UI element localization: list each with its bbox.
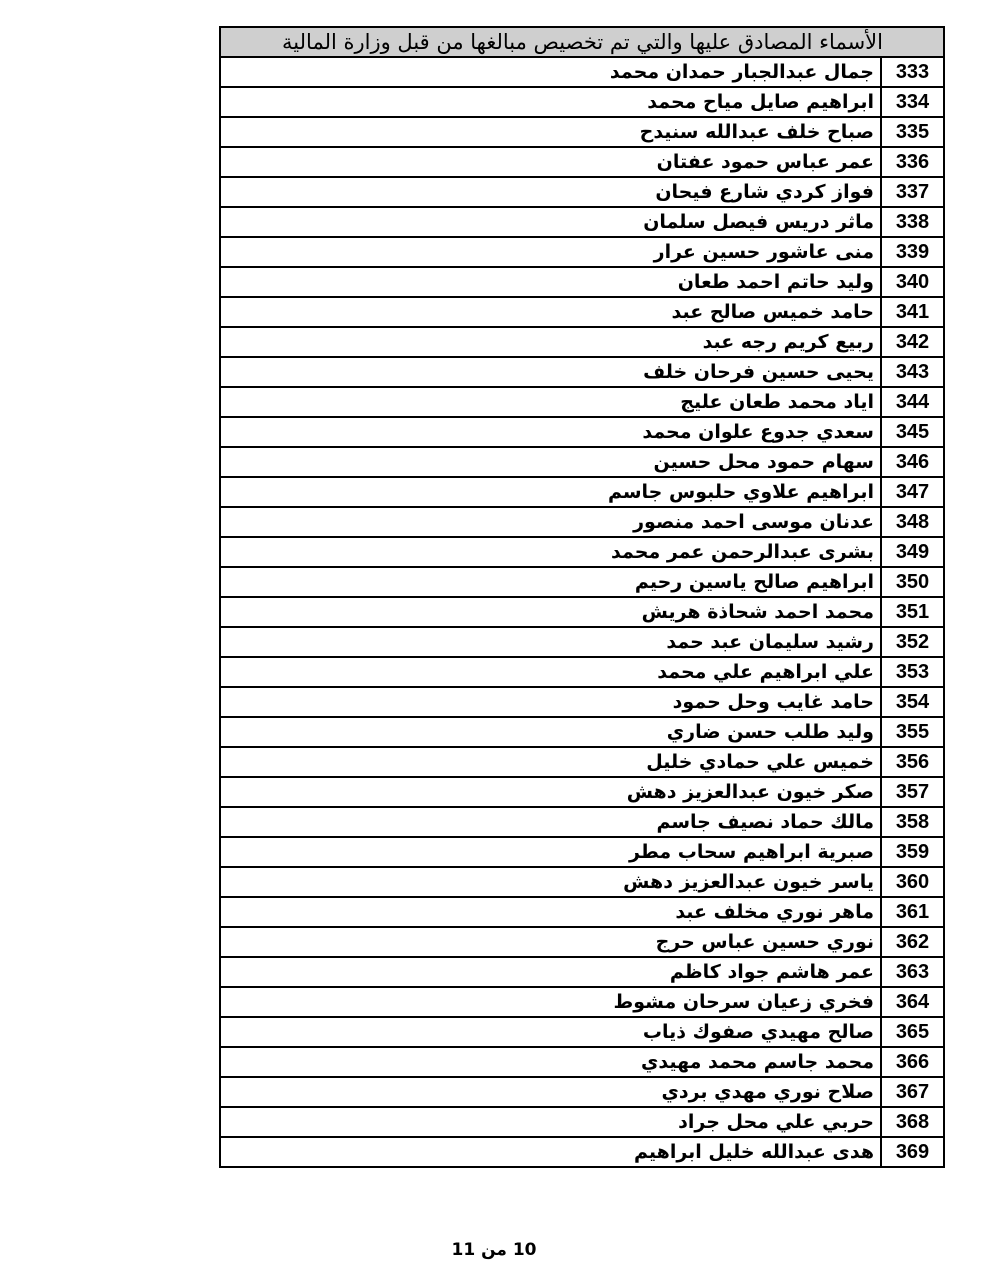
row-number: 343 bbox=[880, 358, 943, 386]
row-number: 349 bbox=[880, 538, 943, 566]
table-row bbox=[221, 448, 943, 478]
table-row bbox=[221, 1048, 943, 1078]
table-row bbox=[221, 868, 943, 898]
row-number: 364 bbox=[880, 988, 943, 1016]
table-row bbox=[221, 58, 943, 88]
row-name: صلاح نوري مهدي بردي bbox=[661, 1081, 874, 1103]
row-name: سعدي جدوع علوان محمد bbox=[642, 421, 874, 443]
table-row bbox=[221, 148, 943, 178]
table-title: الأسماء المصادق عليها والتي تم تخصيص مبالغها من قبل وزارة المالية bbox=[221, 28, 943, 58]
row-number: 358 bbox=[880, 808, 943, 836]
row-name: صالح مهيدي صفوك ذياب bbox=[642, 1021, 874, 1043]
row-number: 346 bbox=[880, 448, 943, 476]
table-row bbox=[221, 208, 943, 238]
row-name: ماثر دريس فيصل سلمان bbox=[643, 211, 874, 233]
table-row bbox=[221, 778, 943, 808]
row-number: 356 bbox=[880, 748, 943, 776]
table-row bbox=[221, 418, 943, 448]
table-row bbox=[221, 1078, 943, 1108]
table-body bbox=[221, 58, 943, 1168]
row-number: 360 bbox=[880, 868, 943, 896]
row-number: 350 bbox=[880, 568, 943, 596]
table-row bbox=[221, 628, 943, 658]
row-name: علي ابراهيم علي محمد bbox=[657, 661, 874, 683]
row-name: عمر هاشم جواد كاظم bbox=[669, 961, 874, 983]
row-name: ربيع كريم رجه عبد bbox=[702, 331, 874, 353]
table-row bbox=[221, 478, 943, 508]
table-row bbox=[221, 388, 943, 418]
row-name: ابراهيم صايل مياح محمد bbox=[647, 91, 874, 113]
row-name: صباح خلف عبدالله سنيدح bbox=[639, 121, 874, 143]
row-name: حربي علي محل جراد bbox=[678, 1111, 874, 1133]
row-name: ابراهيم علاوي حلبوس جاسم bbox=[607, 481, 874, 503]
table-row bbox=[221, 718, 943, 748]
table-row bbox=[221, 1138, 943, 1168]
row-name: اياد محمد طعان عليج bbox=[680, 391, 874, 413]
table-row bbox=[221, 88, 943, 118]
table-row bbox=[221, 538, 943, 568]
table-row bbox=[221, 688, 943, 718]
row-name: صبرية ابراهيم سحاب مطر bbox=[629, 841, 874, 863]
row-number: 342 bbox=[880, 328, 943, 356]
row-name: فواز كردي شارع فيحان bbox=[655, 181, 874, 203]
row-name: جمال عبدالجبار حمدان محمد bbox=[609, 61, 874, 83]
row-number: 366 bbox=[880, 1048, 943, 1076]
table-row bbox=[221, 568, 943, 598]
names-table bbox=[219, 26, 945, 1168]
table-row bbox=[221, 1108, 943, 1138]
row-number: 336 bbox=[880, 148, 943, 176]
row-name: حامد غايب وحل حمود bbox=[672, 691, 874, 713]
row-name: خميس علي حمادي خليل bbox=[646, 751, 874, 773]
row-number: 344 bbox=[880, 388, 943, 416]
table-row bbox=[221, 508, 943, 538]
row-number: 367 bbox=[880, 1078, 943, 1106]
table-row bbox=[221, 928, 943, 958]
row-number: 368 bbox=[880, 1108, 943, 1136]
row-number: 355 bbox=[880, 718, 943, 746]
row-name: مالك حماد نصيف جاسم bbox=[656, 811, 874, 833]
row-name: ابراهيم صالح ياسين رحيم bbox=[634, 571, 874, 593]
row-number: 341 bbox=[880, 298, 943, 326]
table-row bbox=[221, 958, 943, 988]
row-name: هدى عبدالله خليل ابراهيم bbox=[633, 1141, 874, 1163]
row-number: 361 bbox=[880, 898, 943, 926]
table-row bbox=[221, 1018, 943, 1048]
row-name: عمر عباس حمود عفتان bbox=[656, 151, 874, 173]
table-row bbox=[221, 268, 943, 298]
row-number: 338 bbox=[880, 208, 943, 236]
row-name: صكر خيون عبدالعزيز دهش bbox=[626, 781, 874, 803]
row-name: نوري حسين عباس حرج bbox=[655, 931, 874, 953]
row-number: 353 bbox=[880, 658, 943, 686]
row-name: رشيد سليمان عبد حمد bbox=[666, 631, 874, 653]
table-row bbox=[221, 298, 943, 328]
row-name: وليد طلب حسن ضاري bbox=[666, 721, 874, 743]
table-row bbox=[221, 658, 943, 688]
row-name: يحيى حسين فرحان خلف bbox=[643, 361, 874, 383]
table-row bbox=[221, 898, 943, 928]
table-row bbox=[221, 838, 943, 868]
row-number: 354 bbox=[880, 688, 943, 716]
row-number: 359 bbox=[880, 838, 943, 866]
table-row bbox=[221, 988, 943, 1018]
table-row bbox=[221, 358, 943, 388]
row-number: 362 bbox=[880, 928, 943, 956]
row-name: محمد احمد شحاذة هريش bbox=[641, 601, 874, 623]
row-number: 348 bbox=[880, 508, 943, 536]
row-name: منى عاشور حسين عرار bbox=[653, 241, 874, 263]
row-number: 339 bbox=[880, 238, 943, 266]
row-number: 369 bbox=[880, 1138, 943, 1166]
row-number: 334 bbox=[880, 88, 943, 116]
table-row bbox=[221, 178, 943, 208]
table-row bbox=[221, 328, 943, 358]
row-name: سهام حمود محل حسين bbox=[653, 451, 874, 473]
row-number: 333 bbox=[880, 58, 943, 86]
table-row bbox=[221, 808, 943, 838]
row-name: ماهر نوري مخلف عبد bbox=[675, 901, 874, 923]
row-name: حامد خميس صالح عبد bbox=[671, 301, 874, 323]
row-number: 345 bbox=[880, 418, 943, 446]
row-number: 351 bbox=[880, 598, 943, 626]
row-number: 337 bbox=[880, 178, 943, 206]
row-name: عدنان موسى احمد منصور bbox=[633, 511, 874, 533]
table-row bbox=[221, 118, 943, 148]
row-name: محمد جاسم محمد مهيدي bbox=[640, 1051, 874, 1073]
row-number: 357 bbox=[880, 778, 943, 806]
row-number: 352 bbox=[880, 628, 943, 656]
row-number: 363 bbox=[880, 958, 943, 986]
page-number: 10 من 11 bbox=[451, 1240, 537, 1260]
row-name: فخري زعيان سرحان مشوط bbox=[613, 991, 874, 1013]
row-name: بشرى عبدالرحمن عمر محمد bbox=[611, 541, 874, 563]
row-number: 335 bbox=[880, 118, 943, 146]
row-name: ياسر خيون عبدالعزيز دهش bbox=[623, 871, 874, 893]
row-number: 365 bbox=[880, 1018, 943, 1046]
table-row bbox=[221, 598, 943, 628]
table-row bbox=[221, 748, 943, 778]
row-name: وليد حاتم احمد طعان bbox=[677, 271, 874, 293]
table-row bbox=[221, 238, 943, 268]
row-number: 347 bbox=[880, 478, 943, 506]
row-number: 340 bbox=[880, 268, 943, 296]
